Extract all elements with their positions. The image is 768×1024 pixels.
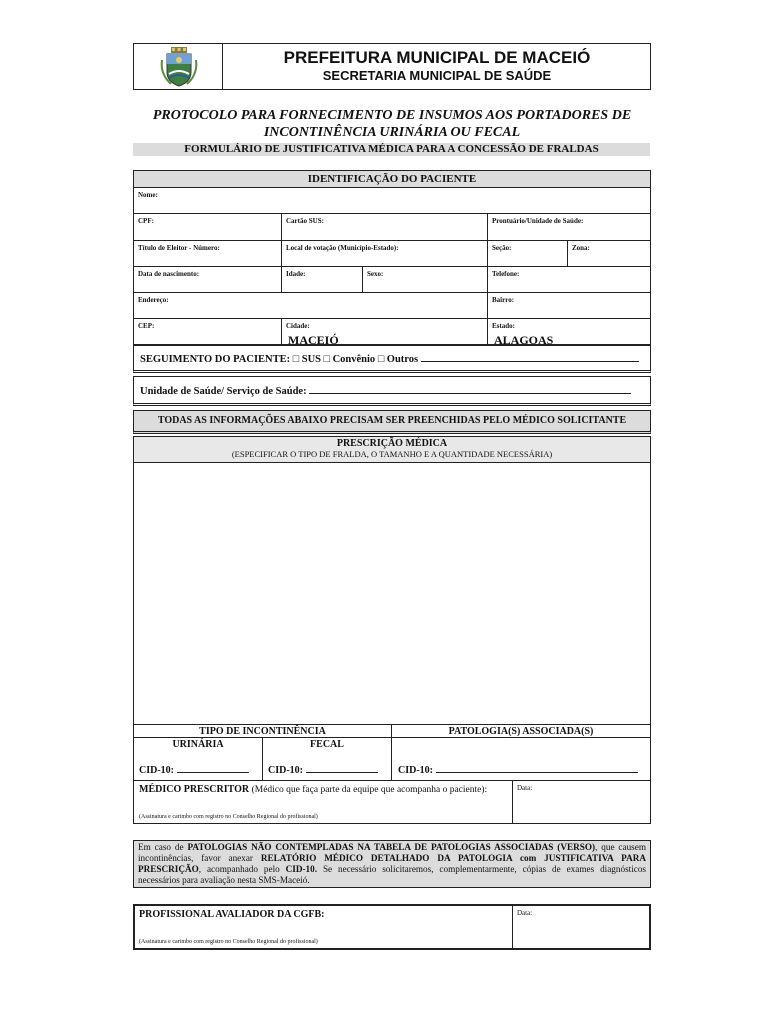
local-votacao-label: Local de votação (Município-Estado): [286,244,399,252]
cpf-field[interactable] [134,214,282,241]
avaliador-assinatura-note: (Assinatura e carimbo com registro no Conselho Regional do profissional) [139,939,318,945]
telefone-field[interactable] [488,267,650,293]
prescricao-title: PRESCRIÇÃO MÉDICA [336,438,448,449]
urinaria-label: URINÁRIA [172,739,224,750]
secao-field[interactable] [488,241,568,267]
medico-assinatura-note: (Assinatura e carimbo com registro no Conselho Regional do profissional) [139,814,318,820]
avaliador-data-cell[interactable] [513,906,649,948]
cidade-field[interactable] [282,319,488,347]
form-subtitle: FORMULÁRIO DE JUSTIFICATIVA MÉDICA PARA A CONCESSÃO DE FRALDAS [133,143,650,156]
convenio-label: Convênio [332,354,376,365]
estado-value: ALAGOAS [494,333,554,347]
nome-field[interactable] [134,188,650,214]
idade-field[interactable] [282,267,363,293]
medico-notice: TODAS AS INFORMAÇÕES ABAIXO PRECISAM SER PREENCHIDAS PELO MÉDICO SOLICITANTE [133,410,651,434]
outros-label: Outros [386,354,419,365]
sus-checkbox[interactable]: □ [292,354,300,365]
estado-field[interactable] [488,319,650,347]
prescricao-header [134,437,650,463]
header-box [133,43,651,90]
cep-label: CEP: [138,322,155,330]
patologia-cid-label: CID-10: [398,765,433,776]
nascimento-label: Data de nascimento: [138,270,200,278]
prontuario-field[interactable] [488,214,650,241]
info-text-1: Em caso de [138,842,188,852]
unidade-blank[interactable] [309,393,631,394]
medico-label: MÉDICO PRESCRITOR [139,784,250,795]
title-line2: INCONTINÊNCIA URINÁRIA OU FECAL [263,125,521,140]
prescricao-textarea[interactable] [134,463,650,724]
coat-of-arms-icon [159,46,199,88]
convenio-checkbox[interactable]: □ [323,354,330,365]
local-votacao-field[interactable] [282,241,488,267]
avaliador-section [133,904,651,950]
tipo-incontinencia-header: TIPO DE INCONTINÊNCIA [134,725,392,738]
avaliador-signature-cell[interactable] [135,906,513,948]
titulo-eleitor-field[interactable] [134,241,282,267]
cidade-label: Cidade: [286,322,310,330]
outros-checkbox[interactable]: □ [377,354,385,365]
telefone-label: Telefone: [492,270,520,278]
avaliador-data-label: Data: [517,909,533,917]
fecal-cid-input[interactable] [306,772,378,773]
cpf-label: CPF: [138,217,154,225]
secao-label: Seção: [492,244,512,252]
avaliador-label: PROFISSIONAL AVALIADOR DA CGFB: [139,909,325,920]
nascimento-field[interactable] [134,267,282,293]
cep-field[interactable] [134,319,282,344]
seguimento-row [133,345,651,373]
header-dept: SECRETARIA MUNICIPAL DE SAÚDE [322,68,552,83]
bairro-label: Bairro: [492,296,515,304]
medico-section [133,780,651,824]
sexo-label: Sexo: [367,270,384,278]
patient-heading: IDENTIFICAÇÃO DO PACIENTE [134,171,650,188]
urinaria-cid-input[interactable] [177,772,249,773]
urinaria-cell [134,738,263,780]
patologia-header: PATOLOGIA(S) ASSOCIADA(S) [392,725,650,738]
patient-section [133,170,651,345]
fecal-label: FECAL [310,739,344,750]
incontinencia-section [133,724,651,781]
outros-blank[interactable] [421,361,639,362]
endereco-label: Endereço: [138,296,169,304]
info-text-2: , que causem incontinências, favor anexar [138,842,646,863]
fecal-cell [263,738,392,780]
prescricao-subtitle: (ESPECIFICAR O TIPO DE FRALDA, O TAMANHO E A QUANTIDADE NECESSÁRIA) [231,449,553,459]
zona-field[interactable] [568,241,650,267]
nome-label: Nome: [138,191,158,199]
medico-data-cell[interactable] [513,781,650,823]
sus-label: SUS [301,354,321,365]
cartao-sus-field[interactable] [282,214,488,241]
info-text-4: Se necessário solicitaremos, complementarmente, cópias de exames diagnósticos necessários para avaliação nesta SMS-Maceió. [138,864,647,885]
cidade-value: MACEIÓ [288,333,339,347]
info-bold-3: CID-10. [285,864,318,874]
titulo-eleitor-label: Título de Eleitor - Número: [138,244,220,252]
idade-label: Idade: [286,270,306,278]
seguimento-label: SEGUIMENTO DO PACIENTE: [140,354,291,365]
header-org: PREFEITURA MUNICIPAL DE MACEIÓ [283,48,591,67]
medico-data-label: Data: [517,784,533,792]
endereco-field[interactable] [134,293,488,319]
fecal-cid-label: CID-10: [268,765,303,776]
urinaria-cid-label: CID-10: [139,765,174,776]
zona-label: Zona: [572,244,590,252]
medico-desc: (Médico que faça parte da equipe que acompanha o paciente): [251,785,488,795]
info-bold-2: RELATÓRIO MÉDICO DETALHADO DA PATOLOGIA com JUSTIFICATIVA PARA PRESCRIÇÃO [138,853,646,874]
cartao-sus-label: Cartão SUS: [286,217,324,225]
patologia-cell [392,738,650,780]
info-text-3: , acompanhado pelo [198,864,286,874]
medico-signature-cell[interactable] [134,781,513,823]
estado-label: Estado: [492,322,515,330]
header-logo-cell [134,44,223,89]
patologias-info-box [133,840,651,888]
info-bold-1: PATOLOGIAS NÃO CONTEMPLADAS NA TABELA DE PATOLOGIAS ASSOCIADAS (VERSO) [187,842,596,852]
unidade-row [133,376,651,406]
bairro-field[interactable] [488,293,650,319]
unidade-label: Unidade de Saúde/ Serviço de Saúde: [140,386,307,397]
prontuario-label: Prontuário/Unidade de Saúde: [492,217,584,225]
patologia-cid-input[interactable] [436,772,638,773]
title-line1: PROTOCOLO PARA FORNECIMENTO DE INSUMOS AOS PORTADORES DE [152,108,632,123]
sexo-field[interactable] [363,267,488,293]
prescricao-section [133,436,651,725]
